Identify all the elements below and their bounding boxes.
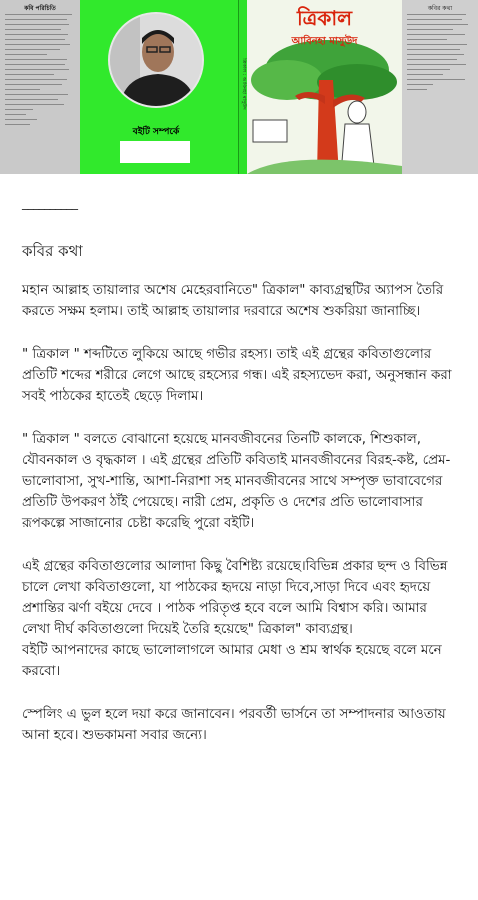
about-book-label: বইটি সম্পর্কে <box>132 127 180 137</box>
poet-words-panel <box>402 0 478 174</box>
paragraph-1: মহান আল্লাহ তায়ালার অশেষ মেহেরবানিতে" ত্রিকাল" কাব্যগ্রন্থটির অ্যাপস তৈরি করতে সক্ষম হলাম। তাই আল্লাহ তায়ালার দরবারে অশেষ শুকরিয়া জানাচ্ছি। <box>22 283 444 319</box>
divider-line: __________ <box>22 196 77 211</box>
poet-words-article <box>22 196 458 768</box>
poet-intro-panel <box>0 0 80 174</box>
back-right-text-block <box>407 14 473 94</box>
cover-green-panel <box>80 0 238 174</box>
article-heading: কবির কথা <box>22 242 83 260</box>
front-cover <box>247 0 402 174</box>
paragraph-5: স্পেলিং এ ভুল হলে দয়া করে জানাবেন। পরবর্তী ভার্সনে তা সম্পাদনার আওতায় আনা হবে। শুভকামনা সবার জন্যে। <box>22 707 446 743</box>
spine-text: ত্রিকাল : আবিনহা মাসুউদ <box>241 58 247 110</box>
poet-words-title: কবির কথা <box>427 5 453 12</box>
paragraph-4: এই গ্রন্থের কবিতাগুলোর আলাদা কিছু বৈশিষ্ট্য রয়েছে।বিভিন্ন প্রকার ছন্দ ও বিভিন্ন চালে লেখা কবিতাগুলো, যা পাঠকের হৃদয়ে নাড়া দিবে,সাড়া দিবে এবং হৃদয়ে প্রশান্তির ঝর্ণা বইয়ে দেবে । পাঠক পরিতৃপ্ত হবে বলে আমি বিশ্বাস করি। আমার লেখা দীর্ঘ কবিতাগুলো দিয়েই তৈরি হয়েছে" ত্রিকাল" কাব্যগ্রন্থ। বইটি আপনাদের কাছে ভালোলাগলে আমার মেধা ও শ্রম স্বার্থক হয়েছে বলে মনে করবো। <box>22 559 448 679</box>
blank-label-box <box>120 141 190 163</box>
author-photo <box>108 12 204 108</box>
paragraph-2: " ত্রিকাল " শব্দটিতে লুকিয়ে আছে গভীর রহস্য। তাই এই গ্রন্থের কবিতাগুলোর প্রতিটি শব্দের শরীরে লেগে আছে রহস্যের গন্ধ। এই রহস্যভেদ করা, অনুসন্ধান করা সবই পাঠকের হাতেই ছেড়ে দিলাম। <box>22 347 452 404</box>
poet-intro-title: কবি পরিচিতি <box>24 5 56 12</box>
author-portrait-icon <box>110 14 202 106</box>
book-title: ত্রিকাল <box>296 6 353 30</box>
back-cover-text-block <box>5 14 75 129</box>
book-author: আবিনহা মাসুউদ <box>291 36 358 47</box>
book-cover-banner <box>0 0 478 174</box>
paragraph-3: " ত্রিকাল " বলতে বোঝানো হয়েছে মানবজীবনের তিনটি কালকে, শিশুকাল, যৌবনকাল ও বৃদ্ধকাল । এই গ্রন্থের প্রতিটি কবিতাই মানবজীবনের বিরহ-কষ্ট, প্রেম-ভালোবাসা, সুখ-শান্তি, আশা-নিরাশা সহ মানবজীবনের সাথে সম্পৃক্ত ভাবাবেগের প্রতিটি উপকরণ ঠাঁই পেয়েছে। নারী প্রেম, প্রকৃতি ও দেশের প্রতি ভালোবাসার রূপকল্পে সাজানোর চেষ্টা করেছি পুরো বইটি। <box>22 432 451 531</box>
